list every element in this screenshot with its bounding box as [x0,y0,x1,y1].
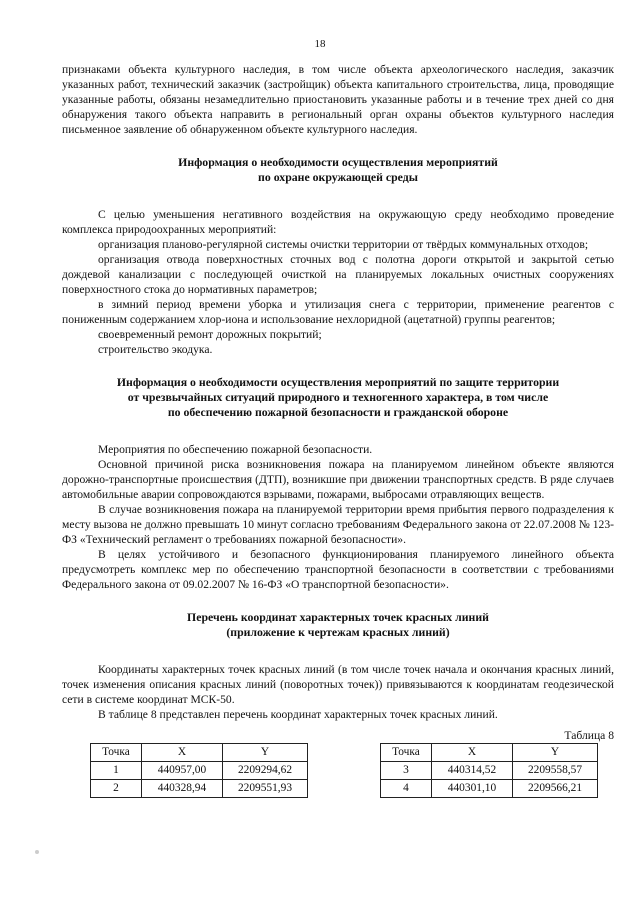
cell-x: 440957,00 [142,762,223,780]
header-point: Точка [91,744,142,762]
cell-x: 440314,52 [432,762,513,780]
section3-title-line2: (приложение к чертежам красных линий) [226,625,450,639]
cell-point: 3 [381,762,432,780]
header-x: X [142,744,223,762]
section3-title-line1: Перечень координат характерных точек красных линий [187,610,489,624]
section1-paragraph: строительство экодука. [98,343,213,356]
header-y: Y [513,744,598,762]
cell-x: 440328,94 [142,780,223,798]
header-y: Y [223,744,308,762]
page-number: 18 [314,38,326,50]
header-x: X [432,744,513,762]
cell-y: 2209294,62 [223,762,308,780]
coordinates-table-left [90,743,308,798]
table-header-row [91,744,308,762]
section3-title [62,610,614,640]
table-row [381,762,598,780]
section1-title-line2: по охране окружающей среды [258,170,418,184]
cell-y: 2209566,21 [513,780,598,798]
table-row [91,762,308,780]
cell-point: 2 [91,780,142,798]
cell-y: 2209551,93 [223,780,308,798]
cell-point: 4 [381,780,432,798]
header-point: Точка [381,744,432,762]
section2-title-line3: по обеспечению пожарной безопасности и гражданской обороне [167,405,509,419]
cell-point: 1 [91,762,142,780]
section1-title-line1: Информация о необходимости осуществления мероприятий [178,155,498,169]
section1-paragraph: своевременный ремонт дорожных покрытий; [98,328,322,341]
section1-paragraph: организация отвода поверхностных сточных вод с полотна дороги открытой и закрытой сетью дождевой канализации с последующей очисткой на планируемых локальных очистных сооружениях поверхностного стока до нормативных параметров; [62,253,614,296]
section1-title [62,155,614,185]
section1-paragraph: С целью уменьшения негативного воздействия на окружающую среду необходимо проведение комплекса природоохранных мероприятий: [62,208,614,236]
section2-title-line1: Информация о необходимости осуществления мероприятий по защите территории [116,375,560,389]
cell-y: 2209558,57 [513,762,598,780]
section2-paragraph: Основной причиной риска возникновения пожара на планируемом линейном объекте являются дорожно-транспортные происшествия (ДТП), возникшие при движении транспортных средств. В ряде случаев автомобильные аварии сопровождаются взрывами, пожарами, выбросами отравляющих веществ. [62,458,614,501]
section1-paragraph: организация планово-регулярной системы очистки территории от твёрдых коммунальных отходов; [98,238,589,251]
table-header-row [381,744,598,762]
table-row [381,780,598,798]
section2-paragraph: В целях устойчивого и безопасного функционирования планируемого линейного объекта предусмотреть комплекс мер по обеспечению транспортной безопасности в соответствии с требованиями Федерального закона от 09.02.2007 № 16-ФЗ «О транспортной безопасности». [62,548,614,591]
table-caption: Таблица 8 [564,729,614,742]
table-row [91,780,308,798]
section3-paragraph: Координаты характерных точек красных линий (в том числе точек начала и окончания красных линий, точек изменения описания красных линий (поворотных точек)) привязываются к координатам геодезической сети в системе координат МСК-50. [62,663,614,706]
intro-paragraph: признаками объекта культурного наследия, в том числе объекта археологического наследия, заказчик указанных работ, технический заказчик (застройщик) объекта капитального строительства, лица, проводящие указанные работы, обязаны незамедлительно приостановить указанные работы и в течение трех дней со дня обнаружения такого объекта направить в региональный орган охраны объектов культурного наследия письменное заявление об обнаруженном объекте культурного наследия. [62,63,614,136]
section2-paragraph: Мероприятия по обеспечению пожарной безопасности. [98,443,373,456]
cell-x: 440301,10 [432,780,513,798]
coordinates-tables [62,743,614,803]
coordinates-table-right [380,743,598,798]
section2-paragraph: В случае возникновения пожара на планируемой территории время прибытия первого подразделения к месту вызова не должно превышать 10 минут согласно требованиям Федерального закона от 22.07.2008 № 123-ФЗ «Технический регламент о требованиях пожарной безопасности». [62,503,614,546]
section3-paragraph: В таблице 8 представлен перечень координат характерных точек красных линий. [98,708,498,721]
scan-dot [35,850,39,854]
page-content [62,62,614,803]
section2-title [62,375,614,420]
section1-paragraph: в зимний период времени уборка и утилизация снега с территории, применение реагентов с пониженным содержанием хлор-иона и использование нехлоридной (ацетатной) группы реагентов; [62,298,614,326]
section2-title-line2: от чрезвычайных ситуаций природного и техногенного характера, в том числе [127,390,549,404]
